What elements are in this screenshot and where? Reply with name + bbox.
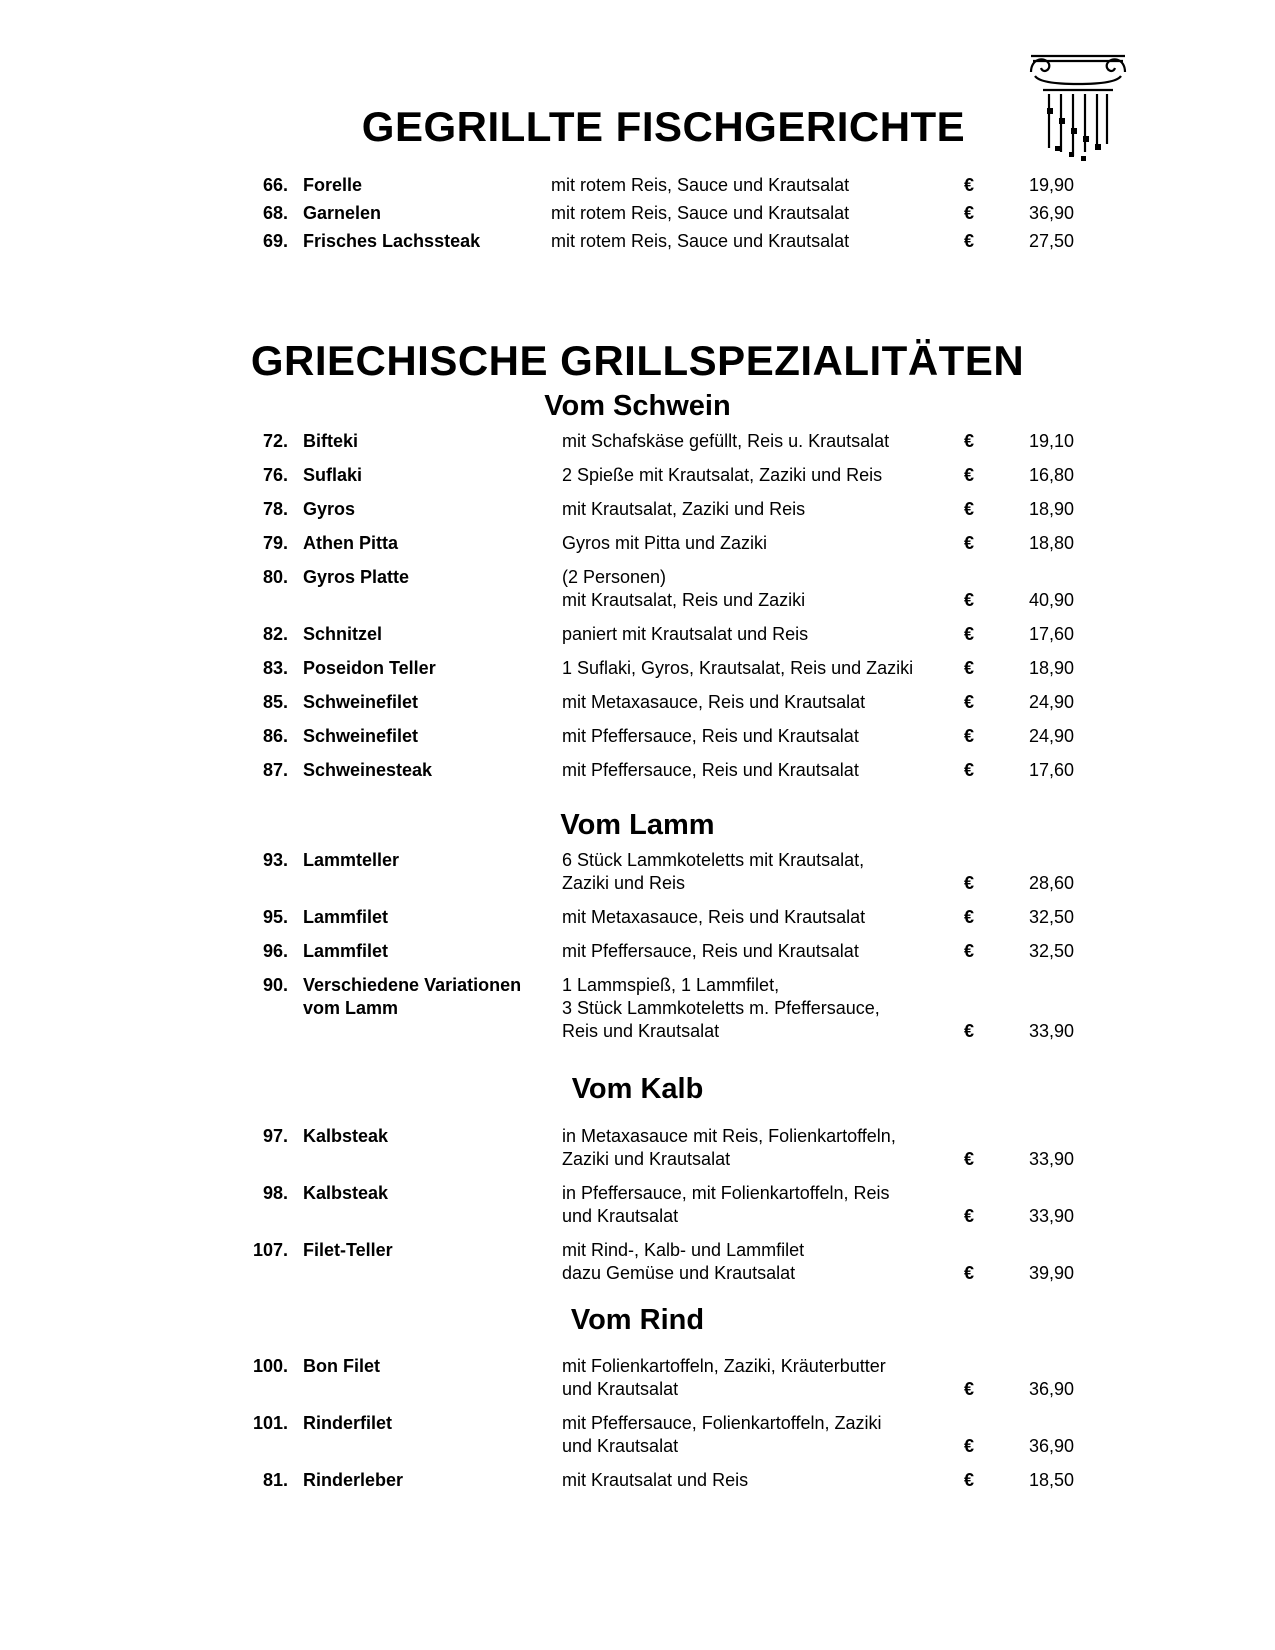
item-name-line: Schweinesteak	[303, 760, 433, 780]
item-description-line: dazu Gemüse und Krautsalat	[562, 1263, 796, 1283]
menu-item	[0, 1182, 1275, 1228]
item-description	[562, 566, 952, 612]
item-description-line: mit Krautsalat und Reis	[562, 1470, 749, 1490]
item-description	[562, 1355, 952, 1401]
menu-item	[0, 498, 1275, 521]
menu-item	[0, 430, 1275, 453]
item-name	[303, 430, 553, 453]
item-name	[303, 974, 553, 1020]
item-number: 96.	[262, 941, 288, 961]
item-name	[303, 566, 553, 589]
item-name	[303, 498, 553, 521]
item-price: 24,90	[1028, 726, 1074, 746]
currency-symbol: €	[964, 1021, 975, 1041]
menu-item	[0, 1355, 1275, 1401]
menu-item	[0, 566, 1275, 612]
menu-item	[0, 1469, 1275, 1492]
item-description-line: mit Krautsalat, Zaziki und Reis	[562, 499, 806, 519]
item-description	[562, 532, 952, 555]
currency-symbol: €	[964, 1149, 975, 1169]
item-description	[562, 759, 952, 782]
item-name-line: Kalbsteak	[303, 1183, 389, 1203]
menu-item	[0, 691, 1275, 714]
item-description	[551, 174, 941, 197]
menu-item	[0, 725, 1275, 748]
item-number: 86.	[262, 726, 288, 746]
currency-symbol: €	[964, 1206, 975, 1226]
item-description	[562, 498, 952, 521]
item-number: 81.	[262, 1470, 288, 1490]
currency-symbol: €	[964, 590, 975, 610]
item-name	[303, 759, 553, 782]
menu-item	[0, 202, 1275, 225]
item-name-line: Schweinefilet	[303, 726, 419, 746]
item-name-line: vom Lamm	[303, 998, 399, 1018]
menu-item	[0, 1125, 1275, 1171]
item-description-line: mit Rind-, Kalb- und Lammfilet	[562, 1240, 805, 1260]
item-name	[303, 849, 553, 872]
item-price: 19,90	[1028, 175, 1074, 195]
subsection-title-schwein: Vom Schwein	[544, 390, 731, 422]
item-description-line: (2 Personen)	[562, 567, 667, 587]
item-description-line: mit Krautsalat, Reis und Zaziki	[562, 590, 806, 610]
subsection-title-rind: Vom Rind	[570, 1304, 705, 1336]
item-number: 80.	[262, 567, 288, 587]
grill-section-title: GRIECHISCHE GRILLSPEZIALITÄTEN	[250, 337, 1025, 384]
menu-item	[0, 1239, 1275, 1285]
item-name	[303, 464, 553, 487]
item-name	[303, 202, 553, 225]
fish-section-title: GEGRILLTE FISCHGERICHTE	[361, 103, 966, 150]
item-number: 76.	[262, 465, 288, 485]
menu-item	[0, 759, 1275, 782]
item-name-line: Bifteki	[303, 431, 359, 451]
item-name	[303, 174, 553, 197]
item-name	[303, 1469, 553, 1492]
item-name-line: Garnelen	[303, 203, 382, 223]
item-description	[562, 1412, 952, 1458]
item-number: 83.	[262, 658, 288, 678]
item-name	[303, 940, 553, 963]
item-name-line: Schweinefilet	[303, 692, 419, 712]
item-description-line: in Pfeffersauce, mit Folienkartoffeln, Reis	[562, 1183, 890, 1203]
item-description	[562, 430, 952, 453]
item-description-line: 2 Spieße mit Krautsalat, Zaziki und Reis	[562, 465, 883, 485]
item-description	[562, 1469, 952, 1492]
item-name	[303, 725, 553, 748]
item-number: 79.	[262, 533, 288, 553]
item-name-line: Lammfilet	[303, 941, 389, 961]
item-description	[562, 906, 952, 929]
item-description-line: und Krautsalat	[562, 1206, 679, 1226]
item-description-line: mit rotem Reis, Sauce und Krautsalat	[551, 175, 850, 195]
item-name-line: Filet-Teller	[303, 1240, 393, 1260]
item-description-line: paniert mit Krautsalat und Reis	[562, 624, 809, 644]
item-name-line: Bon Filet	[303, 1356, 380, 1376]
item-description-line: 1 Suflaki, Gyros, Krautsalat, Reis und Zaziki	[562, 658, 914, 678]
currency-symbol: €	[964, 1263, 975, 1283]
item-name	[303, 532, 553, 555]
item-description	[562, 657, 952, 680]
currency-symbol: €	[964, 692, 975, 712]
currency-symbol: €	[964, 533, 975, 553]
item-name-line: Kalbsteak	[303, 1126, 389, 1146]
item-description	[562, 464, 952, 487]
item-description-line: mit Pfeffersauce, Reis und Krautsalat	[562, 760, 859, 780]
menu-item	[0, 657, 1275, 680]
item-description	[551, 230, 941, 253]
currency-symbol: €	[964, 231, 975, 251]
item-description-line: Zaziki und Reis	[562, 873, 686, 893]
item-description-line: mit Pfeffersauce, Folienkartoffeln, Zaziki	[562, 1413, 882, 1433]
item-price: 19,10	[1028, 431, 1074, 451]
currency-symbol: €	[964, 941, 975, 961]
item-number: 72.	[262, 431, 288, 451]
item-price: 33,90	[1028, 1021, 1074, 1041]
item-description	[562, 940, 952, 963]
menu-item	[0, 940, 1275, 963]
item-description-line: mit Folienkartoffeln, Zaziki, Kräuterbutter	[562, 1356, 886, 1376]
currency-symbol: €	[964, 1470, 975, 1490]
item-description-line: und Krautsalat	[562, 1436, 679, 1456]
item-name-line: Athen Pitta	[303, 533, 399, 553]
item-name-line: Lammfilet	[303, 907, 389, 927]
item-number: 82.	[262, 624, 288, 644]
item-description-line: und Krautsalat	[562, 1379, 679, 1399]
item-description	[551, 202, 941, 225]
menu-item	[0, 623, 1275, 646]
item-price: 17,60	[1028, 760, 1074, 780]
item-number: 87.	[262, 760, 288, 780]
item-number: 95.	[262, 907, 288, 927]
item-name	[303, 1355, 553, 1378]
subsection-title-lamm: Vom Lamm	[560, 809, 715, 841]
item-name	[303, 1125, 553, 1148]
item-name	[303, 1182, 553, 1205]
item-name-line: Suflaki	[303, 465, 363, 485]
item-number: 85.	[262, 692, 288, 712]
item-price: 18,80	[1028, 533, 1074, 553]
item-description	[562, 974, 952, 1043]
item-price: 18,90	[1028, 499, 1074, 519]
item-name-line: Rinderleber	[303, 1470, 404, 1490]
item-price: 18,90	[1028, 658, 1074, 678]
item-description-line: Reis und Krautsalat	[562, 1021, 720, 1041]
item-description	[562, 1125, 952, 1171]
item-number: 98.	[262, 1183, 288, 1203]
menu-item	[0, 174, 1275, 197]
item-name-line: Frisches Lachssteak	[303, 231, 481, 251]
item-name-line: Lammteller	[303, 850, 400, 870]
item-number: 97.	[262, 1126, 288, 1146]
item-name	[303, 691, 553, 714]
item-description	[562, 849, 952, 895]
item-price: 36,90	[1028, 1379, 1074, 1399]
item-name	[303, 230, 553, 253]
item-name	[303, 906, 553, 929]
currency-symbol: €	[964, 624, 975, 644]
item-name	[303, 657, 553, 680]
item-number: 101.	[252, 1413, 288, 1433]
item-number: 90.	[262, 975, 288, 995]
item-number: 93.	[262, 850, 288, 870]
currency-symbol: €	[964, 1379, 975, 1399]
item-description-line: 3 Stück Lammkoteletts m. Pfeffersauce,	[562, 998, 880, 1018]
currency-symbol: €	[964, 1436, 975, 1456]
currency-symbol: €	[964, 873, 975, 893]
currency-symbol: €	[964, 499, 975, 519]
item-description-line: 6 Stück Lammkoteletts mit Krautsalat,	[562, 850, 865, 870]
item-description-line: mit Pfeffersauce, Reis und Krautsalat	[562, 726, 859, 746]
item-price: 36,90	[1028, 203, 1074, 223]
item-description	[562, 725, 952, 748]
item-price: 33,90	[1028, 1149, 1074, 1169]
currency-symbol: €	[964, 431, 975, 451]
item-description-line: 1 Lammspieß, 1 Lammfilet,	[562, 975, 780, 995]
item-description	[562, 623, 952, 646]
item-price: 17,60	[1028, 624, 1074, 644]
item-number: 69.	[262, 231, 288, 251]
menu-item	[0, 1412, 1275, 1458]
item-price: 28,60	[1028, 873, 1074, 893]
item-number: 78.	[262, 499, 288, 519]
item-description-line: Zaziki und Krautsalat	[562, 1149, 731, 1169]
item-description	[562, 691, 952, 714]
menu-item	[0, 464, 1275, 487]
menu-item	[0, 849, 1275, 895]
item-price: 39,90	[1028, 1263, 1074, 1283]
item-description	[562, 1239, 952, 1285]
item-description-line: in Metaxasauce mit Reis, Folienkartoffeln,	[562, 1126, 896, 1146]
item-name-line: Poseidon Teller	[303, 658, 436, 678]
currency-symbol: €	[964, 907, 975, 927]
item-name	[303, 1239, 553, 1262]
item-name-line: Schnitzel	[303, 624, 383, 644]
currency-symbol: €	[964, 658, 975, 678]
item-name	[303, 1412, 553, 1435]
menu-item	[0, 906, 1275, 929]
item-price: 24,90	[1028, 692, 1074, 712]
item-name-line: Verschiedene Variationen	[303, 975, 522, 995]
item-description-line: mit Metaxasauce, Reis und Krautsalat	[562, 692, 866, 712]
item-price: 40,90	[1028, 590, 1074, 610]
item-price: 32,50	[1028, 941, 1074, 961]
item-price: 36,90	[1028, 1436, 1074, 1456]
item-name-line: Gyros	[303, 499, 356, 519]
item-description-line: mit rotem Reis, Sauce und Krautsalat	[551, 231, 850, 251]
item-description-line: mit Metaxasauce, Reis und Krautsalat	[562, 907, 866, 927]
currency-symbol: €	[964, 726, 975, 746]
currency-symbol: €	[964, 203, 975, 223]
item-name	[303, 623, 553, 646]
currency-symbol: €	[964, 175, 975, 195]
item-description	[562, 1182, 952, 1228]
item-description-line: Gyros mit Pitta und Zaziki	[562, 533, 768, 553]
menu-item	[0, 974, 1275, 1043]
item-description-line: mit rotem Reis, Sauce und Krautsalat	[551, 203, 850, 223]
menu-item	[0, 532, 1275, 555]
item-description-line: mit Pfeffersauce, Reis und Krautsalat	[562, 941, 859, 961]
item-name-line: Forelle	[303, 175, 363, 195]
menu-item	[0, 230, 1275, 253]
item-number: 107.	[252, 1240, 288, 1260]
item-price: 33,90	[1028, 1206, 1074, 1226]
item-price: 18,50	[1028, 1470, 1074, 1490]
currency-symbol: €	[964, 760, 975, 780]
item-name-line: Rinderfilet	[303, 1413, 393, 1433]
item-name-line: Gyros Platte	[303, 567, 410, 587]
currency-symbol: €	[964, 465, 975, 485]
item-number: 66.	[262, 175, 288, 195]
item-description-line: mit Schafskäse gefüllt, Reis u. Krautsalat	[562, 431, 890, 451]
item-number: 68.	[262, 203, 288, 223]
item-price: 27,50	[1028, 231, 1074, 251]
item-number: 100.	[252, 1356, 288, 1376]
subsection-title-kalb: Vom Kalb	[571, 1073, 704, 1105]
item-price: 32,50	[1028, 907, 1074, 927]
item-price: 16,80	[1028, 465, 1074, 485]
